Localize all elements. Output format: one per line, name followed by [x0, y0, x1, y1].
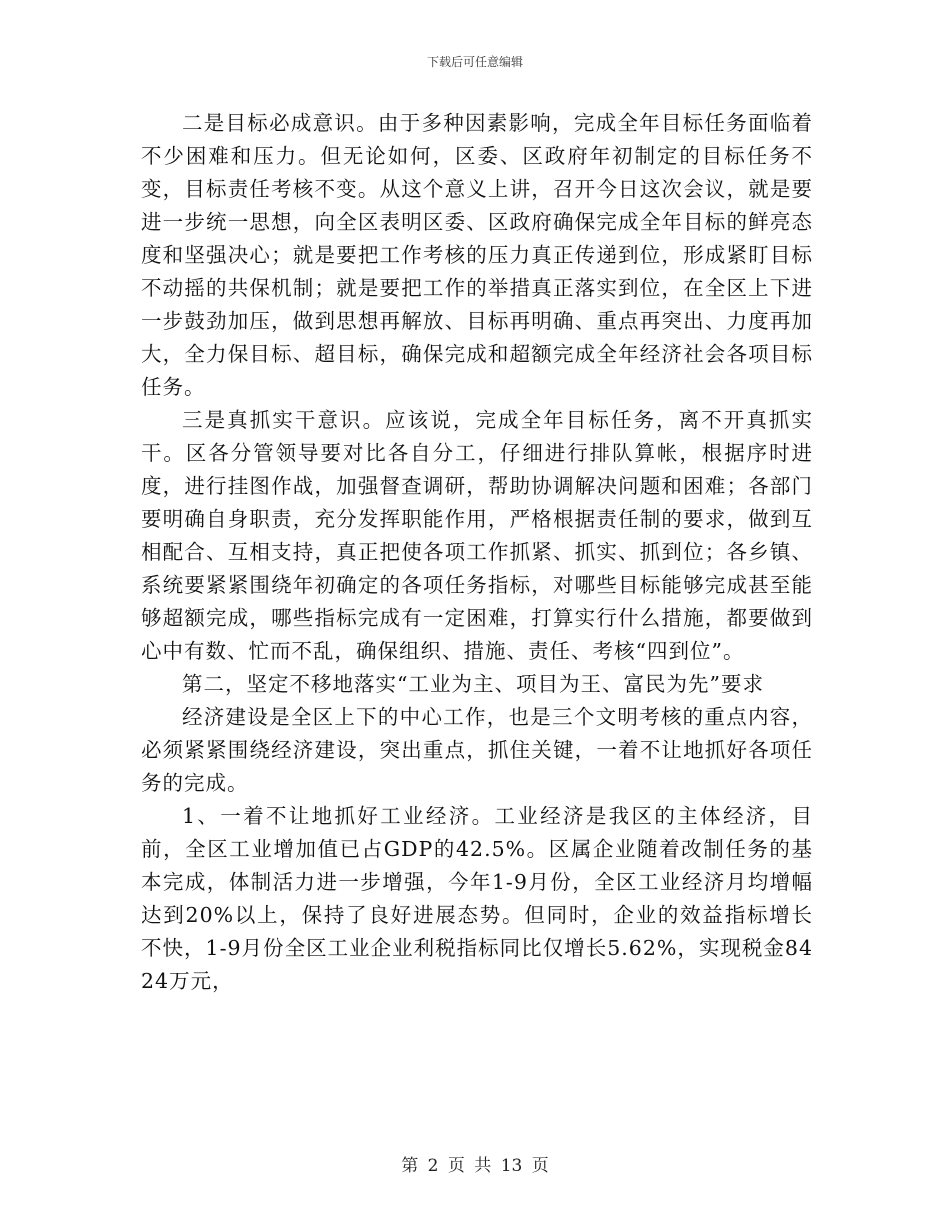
paragraph-economic-construction: 经济建设是全区上下的中心工作，也是三个文明考核的重点内容，必须紧紧围绕经济建设，突出重点，抓住关键，一着不让地抓好各项任务的完成。 [141, 705, 813, 795]
document-body [141, 107, 813, 998]
page-number: 第 2 页 共 13 页 [401, 1156, 549, 1176]
paragraph-practical-work-awareness: 三是真抓实干意识。应该说，完成全年目标任务，离不开真抓实干。区各分管领导要对比各自分工，仔细进行排队算帐，根据序时进度，进行挂图作战，加强督查调研，帮助协调解决问题和困难；各部门要明确自身职责，充分发挥职能作用，严格根据责任制的要求，做到互相配合、互相支持，真正把使各项工作抓紧、抓实、抓到位；各乡镇、系统要紧紧围绕年初确定的各项任务指标，对哪些目标能够完成甚至能够超额完成，哪些指标完成有一定困难，打算实行什么措施，都要做到心中有数、忙而不乱，确保组织、措施、责任、考核“四到位”。 [141, 408, 813, 663]
paragraph-industrial-economy: 1、一着不让地抓好工业经济。工业经济是我区的主体经济，目前，全区工业增加值已占GDP的42.5%。区属企业随着改制任务的基本完成，体制活力进一步增强，今年1-9月份，全区工业经济月均增幅达到20%以上，保持了良好进展态势。但同时，企业的效益指标增长不快，1-9月份全区工业企业利税指标同比仅增长5.62%，实现税金8424万元， [141, 804, 813, 993]
page-header: 下载后可任意编辑 [426, 55, 523, 69]
paragraph-target-awareness: 二是目标必成意识。由于多种因素影响，完成全年目标任务面临着不少困难和压力。但无论如何，区委、区政府年初制定的目标任务不变，目标责任考核不变。从这个意义上讲，召开今日这次会议，就是要进一步统一思想，向全区表明区委、区政府确保完成全年目标的鲜亮态度和坚强决心；就是要把工作考核的压力真正传递到位，形成紧盯目标不动摇的共保机制；就是要把工作的举措真正落实到位，在全区上下进一步鼓劲加压，做到思想再解放、目标再明确、重点再突出、力度再加大，全力保目标、超目标，确保完成和超额完成全年经济社会各项目标任务。 [141, 111, 813, 399]
section-heading: 第二，坚定不移地落实“工业为主、项目为王、富民为先”要求 [182, 672, 764, 696]
